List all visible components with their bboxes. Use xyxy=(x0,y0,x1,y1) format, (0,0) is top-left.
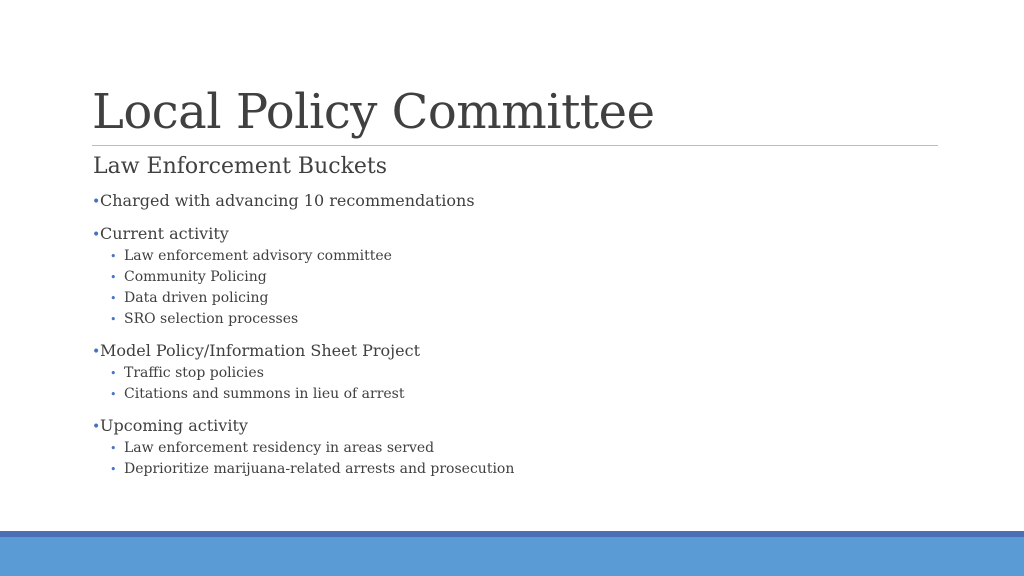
section-model-policy xyxy=(92,340,942,405)
bullet-icon: • xyxy=(110,292,117,305)
bullet-icon: • xyxy=(110,388,117,401)
bullet-icon: • xyxy=(92,419,101,435)
sub-bullet-label: Deprioritize marijuana-related arrests and prosecution xyxy=(124,461,515,477)
bullet-label: Model Policy/Information Sheet Project xyxy=(100,341,420,360)
bullet-icon: • xyxy=(110,367,117,380)
bullet-icon: • xyxy=(110,250,117,263)
bullet-label: Charged with advancing 10 recommendations xyxy=(100,191,475,210)
bullet-item xyxy=(92,415,942,438)
bullet-icon: • xyxy=(92,194,101,210)
sub-bullet-label: Citations and summons in lieu of arrest xyxy=(124,386,405,402)
sub-bullet-label: Law enforcement residency in areas served xyxy=(124,440,435,456)
bullet-label: Upcoming activity xyxy=(100,416,248,435)
sub-bullet-item xyxy=(92,288,942,309)
sub-bullet-label: Law enforcement advisory committee xyxy=(124,248,392,264)
sub-bullet-item xyxy=(92,384,942,405)
sub-bullet-item xyxy=(92,438,942,459)
sub-bullet-label: Traffic stop policies xyxy=(124,365,264,381)
sub-bullet-label: Data driven policing xyxy=(124,290,269,306)
bullet-icon: • xyxy=(92,227,101,243)
section-charged xyxy=(92,190,942,213)
bullet-label: Current activity xyxy=(100,224,229,243)
bullet-icon: • xyxy=(110,463,117,476)
bullet-item xyxy=(92,223,942,246)
bullet-icon: • xyxy=(110,442,117,455)
bullet-icon: • xyxy=(110,271,117,284)
sub-bullet-item xyxy=(92,246,942,267)
bullet-item xyxy=(92,190,942,213)
title-divider xyxy=(92,145,938,146)
sub-bullet-item xyxy=(92,363,942,384)
section-current-activity xyxy=(92,223,942,330)
slide-subtitle: Law Enforcement Buckets xyxy=(93,154,388,179)
sub-bullet-item xyxy=(92,309,942,330)
sub-bullet-label: Community Policing xyxy=(124,269,267,285)
slide-title: Local Policy Committee xyxy=(92,84,655,140)
section-upcoming-activity xyxy=(92,415,942,480)
bullet-icon: • xyxy=(110,313,117,326)
bullet-item xyxy=(92,340,942,363)
bullet-list xyxy=(92,190,942,490)
sub-bullet-label: SRO selection processes xyxy=(124,311,299,327)
bullet-icon: • xyxy=(92,344,101,360)
footer-band-light xyxy=(0,537,1024,576)
sub-bullet-item xyxy=(92,267,942,288)
sub-bullet-item xyxy=(92,459,942,480)
